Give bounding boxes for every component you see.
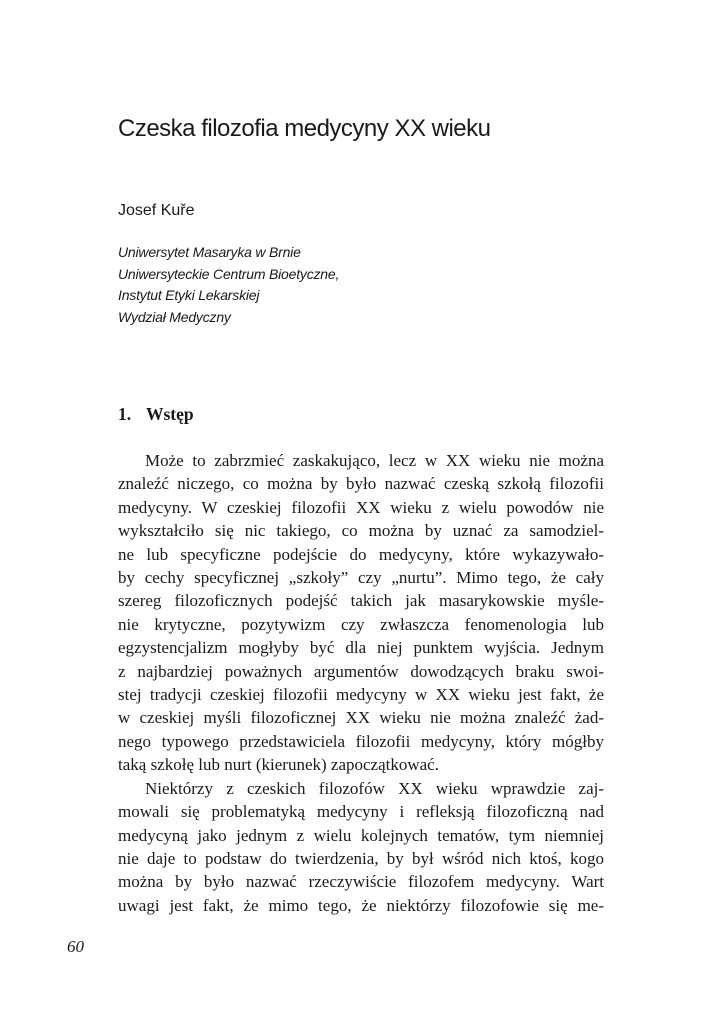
text-line: medycyną jako jednym z wielu kolejnych tematów, tym niemniej: [118, 825, 604, 845]
text-line: by cechy specyficznej „szkoły” czy „nurtu”. Mimo tego, że cały: [118, 568, 604, 588]
text-line: nego typowego przedstawiciela filozofii medycyny, który mógłby: [118, 731, 604, 751]
text-line: nie daje to podstaw do twierdzenia, by był wśród nich ktoś, kogo: [118, 848, 604, 868]
paragraph: [118, 449, 604, 777]
page-number: 60: [67, 937, 84, 956]
text-line: szereg filozoficznych podejść takich jak masarykowskie myśle-: [118, 591, 604, 611]
affiliation-line: Uniwersytet Masaryka w Brnie: [118, 244, 301, 260]
text-line: znaleźć niczego, co można by było nazwać czeską szkołą filozofii: [118, 474, 604, 494]
text-line: taką szkołę lub nurt (kierunek) zapoczątkować.: [118, 755, 439, 775]
text-line: Niektórzy z czeskich filozofów XX wieku wprawdzie zaj-: [145, 778, 604, 798]
author-name: Josef Kuře: [118, 202, 195, 219]
affiliation-line: Instytut Etyki Lekarskiej: [118, 287, 260, 303]
section-number: 1.: [118, 404, 132, 424]
text-line: nie krytyczne, pozytywizm czy zwłaszcza fenomenologia lub: [118, 614, 604, 634]
text-line: wykształciło się nic takiego, co można by uznać za samodziel-: [118, 521, 604, 541]
section-heading: [118, 402, 194, 426]
affiliation-block: [118, 242, 518, 328]
text-line: egzystencjalizm mogłyby być dla niej punktem wyjścia. Jednym: [118, 638, 604, 658]
body-text: [118, 449, 604, 917]
text-line: uwagi jest fakt, że mimo tego, że niektórzy filozofowie się me-: [118, 895, 604, 915]
affiliation-line: Uniwersyteckie Centrum Bioetyczne,: [118, 265, 340, 282]
text-line: medycyny. W czeskiej filozofii XX wieku z wielu powodów nie: [118, 497, 604, 517]
article-title: Czeska filozofia medycyny XX wieku: [118, 115, 491, 142]
text-line: w czeskiej myśli filozoficznej XX wieku nie można znaleźć żad-: [118, 708, 604, 728]
text-line: można by było nazwać rzeczywiście filozofem medycyny. Wart: [118, 872, 604, 892]
affiliation-line: Wydział Medyczny: [118, 308, 231, 325]
text-line: Może to zabrzmieć zaskakująco, lecz w XX wieku nie można: [145, 451, 604, 470]
section-title: Wstęp: [146, 404, 194, 424]
text-line: z najbardziej poważnych argumentów dowodzących braku swoi-: [118, 661, 604, 681]
paragraph: [118, 777, 604, 917]
text-line: mowali się problematyką medycyny i refleksją filozoficzną nad: [118, 802, 604, 822]
text-line: ne lub specyficzne podejście do medycyny, które wykazywało-: [118, 544, 604, 564]
text-line: stej tradycji czeskiej filozofii medycyny w XX wieku jest fakt, że: [118, 685, 604, 705]
